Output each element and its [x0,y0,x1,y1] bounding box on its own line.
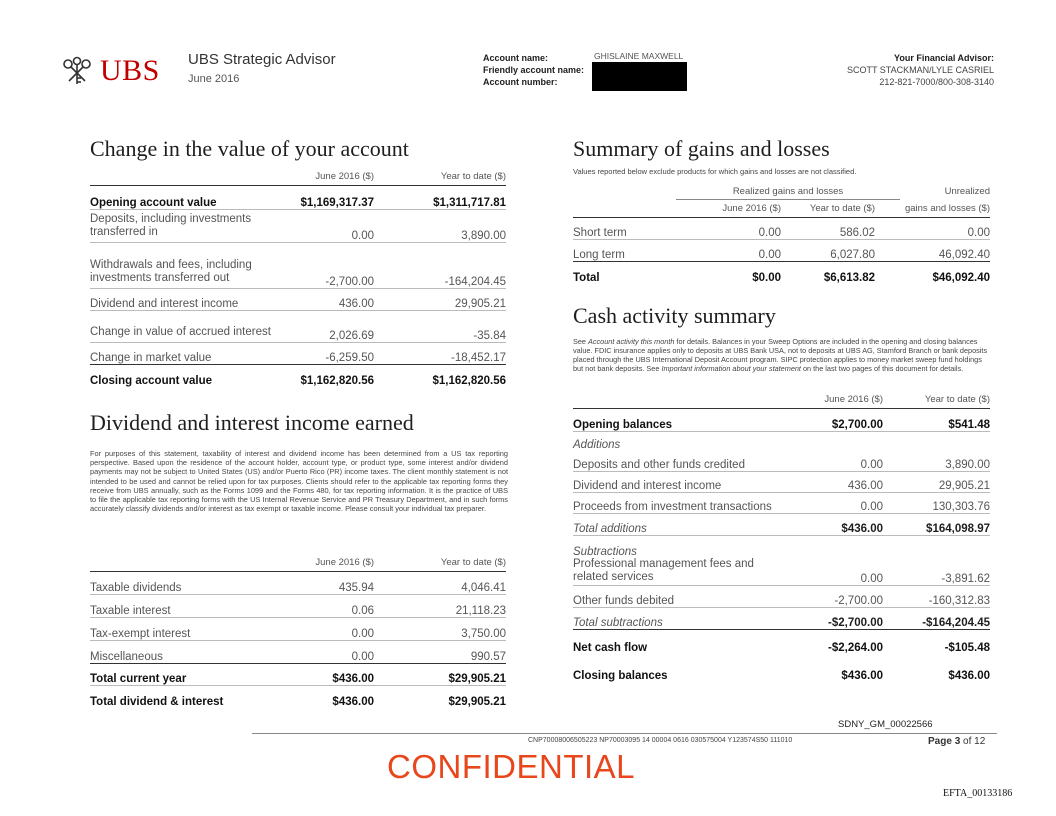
row-value: -18,452.17 [374,343,506,365]
dividend-table [90,557,506,708]
friendly-name-label: Friendly account name: [483,65,585,75]
row-label: Deposits and other funds credited [573,451,785,472]
row-value: $1,162,820.56 [300,374,374,387]
row-value: 3,890.00 [374,210,506,243]
efta-number: EFTA_00133186 [943,788,1013,799]
cash-title: Cash activity summary [573,303,776,328]
row-value: -$164,204.45 [883,608,990,630]
row-value: $1,169,317.37 [280,186,374,210]
col-header: Year to date ($) [781,203,875,218]
bates-number: SDNY_GM_00022566 [838,719,933,730]
statement-title: UBS Strategic Advisor [188,51,336,68]
row-value: 29,905.21 [374,289,506,311]
gains-title: Summary of gains and losses [573,136,830,161]
row-value: $29,905.21 [374,664,506,686]
row-label: Professional management fees and related services [573,558,785,586]
row-value: 0.00 [280,618,374,641]
row-label: Change in value of accrued interest [90,311,280,343]
row-label: Total subtractions [573,608,785,630]
row-value: $436.00 [841,669,883,682]
financial-advisor [847,52,994,88]
change-value-title: Change in the value of your account [90,136,409,161]
row-value: $46,092.40 [932,271,990,284]
row-value: 0.00 [785,558,883,586]
row-value: 3,750.00 [374,618,506,641]
row-value: 130,303.76 [883,493,990,514]
row-value: -6,259.50 [280,343,374,365]
row-value: -160,312.83 [883,586,990,608]
row-value: 0.00 [280,210,374,243]
account-labels [483,52,584,88]
statement-date: June 2016 [188,73,240,85]
row-label: Taxable interest [90,595,280,618]
row-value: $2,700.00 [785,409,883,432]
ubs-logo-text: UBS [100,54,160,87]
row-label: Withdrawals and fees, including investments transferred out [90,243,280,289]
footer-divider [252,733,997,734]
row-label: Opening balances [573,409,785,432]
row-label: Closing balances [573,669,668,682]
row-value: 990.57 [374,641,506,664]
row-value: 4,046.41 [374,572,506,595]
row-value: $436.00 [332,695,374,708]
row-value: $1,162,820.56 [432,374,506,387]
confidential-stamp: CONFIDENTIAL [387,748,636,785]
row-value: 29,905.21 [883,472,990,493]
row-value: $6,613.82 [823,271,875,284]
advisor-label: Your Financial Advisor: [893,53,994,63]
row-label: Miscellaneous [90,641,280,664]
redaction-box [592,62,687,91]
row-value: 435.94 [280,572,374,595]
change-value-table [90,171,506,387]
row-value: 586.02 [781,218,875,240]
row-value: -$2,264.00 [828,641,883,654]
row-label: Total additions [573,514,785,536]
ubs-keys-icon [60,56,94,86]
dividend-title: Dividend and interest income earned [90,410,414,435]
row-value: 436.00 [785,472,883,493]
col-header: Year to date ($) [374,171,506,186]
advisor-names: SCOTT STACKMAN/LYLE CASRIEL [846,65,994,75]
row-value: 2,026.69 [280,311,374,343]
row-value: -$2,700.00 [785,608,883,630]
row-label: Total dividend & interest [90,695,224,708]
gains-note: Values reported below exclude products for which gains and losses are not classified. [573,167,857,176]
row-label: Change in market value [90,343,280,365]
row-value: $436.00 [785,514,883,536]
row-value: 46,092.40 [875,240,990,262]
gains-table [573,203,990,284]
col-header: gains and losses ($) [875,203,990,218]
page-number: Page 3 of 12 [928,736,986,747]
col-header: June 2016 ($) [280,557,374,572]
advisor-phone: 212-821-7000/800-308-3140 [879,77,994,87]
row-value: 0.00 [691,218,781,240]
row-value: 0.00 [691,240,781,262]
row-value: -$105.48 [944,641,990,654]
row-value: $0.00 [752,271,781,284]
row-value: 3,890.00 [883,451,990,472]
row-label: Total [573,271,600,284]
row-label: Dividend and interest income [90,289,280,311]
row-value: 0.00 [785,493,883,514]
account-name-value: GHISLAINE MAXWELL [594,51,684,61]
unrealized-header: Unrealized [944,186,990,197]
row-value: 0.00 [280,641,374,664]
row-value: $164,098.97 [883,514,990,536]
row-value: 21,118.23 [374,595,506,618]
col-header: June 2016 ($) [280,171,374,186]
row-value: $29,905.21 [448,695,506,708]
row-label: Short term [573,218,691,240]
row-value: $1,311,717.81 [374,186,506,210]
col-header: June 2016 ($) [785,394,883,409]
row-value: 0.06 [280,595,374,618]
row-label: Tax-exempt interest [90,618,280,641]
cash-note: See Account activity this month for details. Balances in your Sweep Options are included in the opening and closing balances value. FDIC insurance applies only to deposits at UBS Bank USA, not to deposits at UBS AG, Stamford Branch or bank deposits placed through the UBS International Deposit Account program. SIPC protection applies to money market sweep fund holdings but not bank deposits. See Important information about your statement on the last two pages of this document for details. [573,337,988,373]
row-label: Net cash flow [573,641,648,654]
row-label: Total current year [90,664,280,686]
row-value: -2,700.00 [280,243,374,289]
row-label: Other funds debited [573,586,785,608]
section-label: Additions [573,438,621,451]
row-value: -3,891.62 [883,558,990,586]
col-header: Year to date ($) [374,557,506,572]
row-value: 6,027.80 [781,240,875,262]
row-value: 436.00 [280,289,374,311]
cash-table [573,394,990,682]
row-value: 0.00 [785,451,883,472]
row-value: $436.00 [948,669,990,682]
col-header: June 2016 ($) [691,203,781,218]
row-label: Dividend and interest income [573,472,785,493]
account-number-label: Account number: [483,77,558,87]
document-code: CNP70008006505223 NP70003095 14 00004 0616 030575004 Y123574S50 111010 [528,737,793,744]
row-label: Taxable dividends [90,572,280,595]
row-value: $541.48 [883,409,990,432]
row-value: -164,204.45 [374,243,506,289]
tax-disclaimer: For purposes of this statement, taxability of interest and dividend income has been determined from a US tax reporting perspective. Based upon the residence of the account holder, account type, or product type, some interest and/or dividend payments may not be subject to United States (US) and/or Puerto Rico (PR) income taxes. The client monthly statement is not intended to be used and cannot be relied upon for tax purposes. Clients should refer to the applicable tax reporting forms they receive from UBS annually, such as the Forms 1099 and the Forms 480, for tax reporting information. It is the practice of UBS to file the applicable tax reporting forms with the US Internal Revenue Service and PR Treasury Department, and in such forms accurately classify dividends and/or interest as tax exempt or taxable income. Please consult your individual tax preparer. [90,449,508,514]
section-label: Subtractions [573,545,637,558]
row-label: Long term [573,240,691,262]
row-label: Deposits, including investments transferred in [90,210,280,243]
row-label: Opening account value [90,186,280,210]
row-label: Proceeds from investment transactions [573,493,785,514]
col-header: Year to date ($) [883,394,990,409]
row-value: -35.84 [374,311,506,343]
account-name-label: Account name: [483,53,549,63]
row-value: $436.00 [280,664,374,686]
ubs-logo [60,56,160,86]
row-value: 0.00 [875,218,990,240]
row-label: Closing account value [90,374,213,387]
realized-header: Realized gains and losses [676,186,900,200]
row-value: -2,700.00 [785,586,883,608]
